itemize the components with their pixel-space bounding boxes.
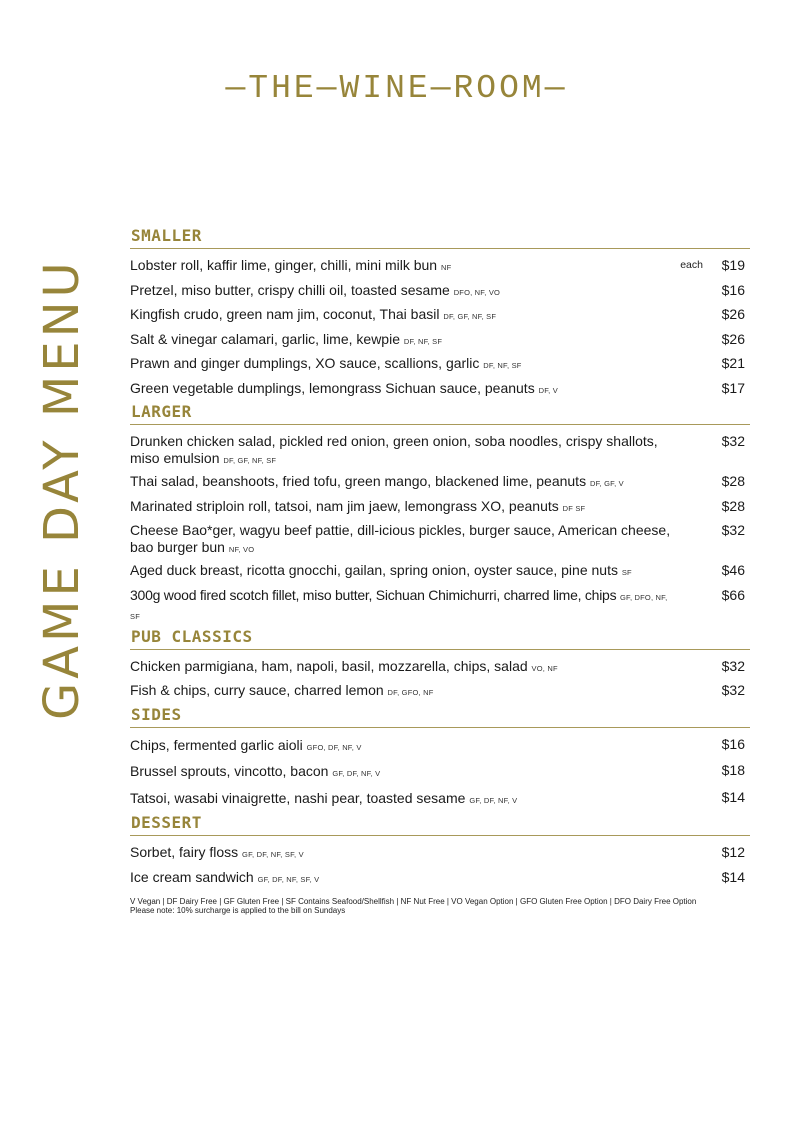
item-tags: DF, GF, V: [589, 479, 624, 488]
item-price: $17: [721, 379, 745, 396]
menu-item: [130, 378, 750, 403]
menu-item: [130, 867, 750, 892]
item-name: Tatsoi, wasabi vinaigrette, nashi pear, toasted sesame: [130, 789, 466, 806]
item-tags: DF, GF, NF, SF: [443, 312, 497, 321]
menu-item: [130, 304, 750, 329]
item-tags: DF, GF, NF, SF: [223, 456, 277, 465]
section-title: PUB CLASSICS: [130, 627, 750, 650]
item-name: Thai salad, beanshoots, fried tofu, green mango, blackened lime, peanuts: [130, 473, 587, 489]
item-name: Marinated striploin roll, tatsoi, nam jim jaew, lemongrass XO, peanuts: [130, 497, 559, 514]
item-price: $28: [721, 497, 745, 514]
item-price: $12: [721, 844, 745, 860]
item-tags: SF: [621, 568, 632, 577]
surcharge-note: Please note: 10% surcharge is applied to the bill on Sundays: [130, 906, 346, 915]
menu-item: [130, 431, 750, 471]
item-tags: NF, VO: [228, 545, 255, 554]
menu-item: [130, 471, 750, 496]
item-tags: DF, NF, SF: [403, 336, 443, 346]
item-price: $21: [721, 355, 745, 371]
item-name: Salt & vinegar calamari, garlic, lime, kewpie: [130, 330, 400, 347]
item-name: Green vegetable dumplings, lemongrass Sichuan sauce, peanuts: [130, 379, 535, 396]
item-tags: NF: [440, 263, 452, 272]
menu-item: [130, 760, 750, 787]
dietary-legend: [130, 897, 750, 915]
section-sides: [130, 705, 750, 814]
menu-item: [130, 496, 750, 521]
item-price: $16: [721, 735, 745, 752]
item-tags: GFO, DF, NF, V: [306, 742, 362, 752]
section-smaller: [130, 226, 750, 402]
section-dessert: [130, 813, 750, 891]
item-name: Chicken parmigiana, ham, napoli, basil, mozzarella, chips, salad: [130, 657, 528, 674]
menu-item: [130, 560, 750, 585]
item-tags: DFO, NF, VO: [453, 287, 501, 297]
item-tags: DF, V: [538, 385, 558, 395]
venue-logo: —THE—WINE—ROOM—: [225, 70, 568, 107]
item-name: Ice cream sandwich: [130, 868, 254, 885]
item-name: Pretzel, miso butter, crispy chilli oil, toasted sesame: [130, 281, 450, 298]
menu-item: [130, 842, 750, 867]
item-tags: DF SF: [562, 503, 586, 513]
section-title: SIDES: [130, 705, 750, 728]
item-price: $18: [721, 762, 745, 778]
item-tags: VO, NF: [531, 663, 558, 673]
item-name: Sorbet, fairy floss: [130, 844, 239, 860]
item-tags: GF, DF, NF, SF, V: [242, 850, 304, 859]
menu-item: [130, 680, 750, 705]
item-tags: GF, DF, NF, V: [332, 769, 381, 778]
item-name: Chips, fermented garlic aioli: [130, 736, 303, 753]
item-price: $32: [721, 657, 745, 674]
item-name: Cheese Bao*ger, wagyu beef pattie, dill-icious pickles, burger sauce, American cheese, bao burger bun: [130, 522, 671, 555]
menu-item: [130, 656, 750, 681]
item-price: $26: [721, 306, 745, 322]
section-title: LARGER: [130, 402, 750, 425]
item-tags: GF, DF, NF, SF, V: [257, 874, 320, 884]
section-pub-classics: [130, 627, 750, 705]
menu-item: [130, 734, 750, 761]
legend-text: V Vegan | DF Dairy Free | GF Gluten Free | SF Contains Seafood/Shellfish | NF Nut Free | VO Vegan Option | GFO Gluten Free Option | DFO Dairy Free Option: [130, 897, 697, 906]
section-larger: [130, 402, 750, 627]
item-price: $32: [721, 522, 745, 538]
item-price: $32: [721, 682, 745, 698]
item-name: Kingfish crudo, green nam jim, coconut, Thai basil: [130, 306, 440, 322]
item-price: $19: [721, 257, 745, 273]
menu-item: [130, 520, 750, 560]
item-name: Prawn and ginger dumplings, XO sauce, scallions, garlic: [130, 355, 480, 371]
item-price: $14: [721, 868, 745, 885]
item-price: $66: [721, 586, 745, 603]
section-title: DESSERT: [130, 813, 750, 836]
menu-item: [130, 787, 750, 814]
item-name: Fish & chips, curry sauce, charred lemon: [130, 682, 384, 698]
item-tags: GF, DFO, NF, SF: [130, 592, 668, 621]
menu-item: [130, 585, 750, 627]
menu-item: [130, 280, 750, 305]
item-name: Lobster roll, kaffir lime, ginger, chilli, mini milk bun: [130, 257, 438, 273]
item-price: $28: [721, 473, 745, 489]
item-unit-note: each: [680, 259, 703, 271]
item-tags: DF, GFO, NF: [387, 688, 434, 697]
item-price: $26: [721, 330, 745, 347]
menu-item: [130, 353, 750, 378]
item-tags: GF, DF, NF, V: [469, 795, 518, 805]
item-price: $32: [721, 433, 745, 449]
item-name: Brussel sprouts, vincotto, bacon: [130, 763, 329, 779]
item-name: Aged duck breast, ricotta gnocchi, gailan, spring onion, oyster sauce, pine nuts: [130, 562, 618, 578]
menu: [130, 226, 750, 915]
item-price: $16: [721, 281, 745, 298]
menu-item: [130, 329, 750, 354]
item-name: Drunken chicken salad, pickled red onion, green onion, soba noodles, crispy shallots, miso emulsion: [130, 433, 658, 466]
item-price: $14: [721, 788, 745, 805]
item-tags: DF, NF, SF: [483, 361, 522, 370]
side-title: GAME DAY MENU: [34, 258, 90, 720]
menu-item: [130, 255, 750, 280]
section-title: SMALLER: [130, 226, 750, 249]
item-name: 300g wood fired scotch fillet, miso butter, Sichuan Chimichurri, charred lime, chips: [130, 586, 617, 603]
item-price: $46: [721, 562, 745, 578]
